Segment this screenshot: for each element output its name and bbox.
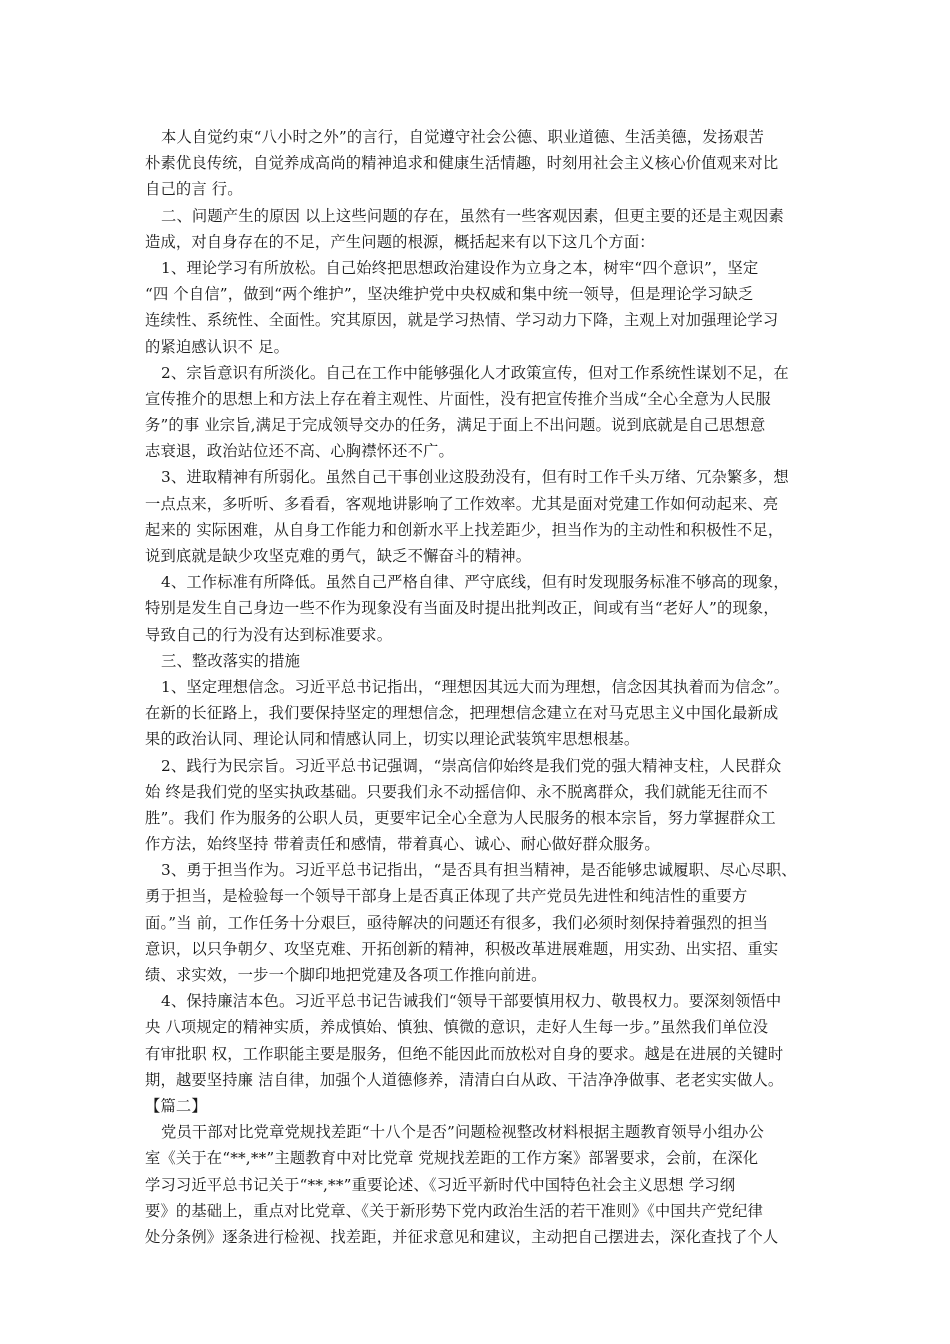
text-line: 三、整改落实的措施 xyxy=(161,651,301,670)
text-line: 党员干部对比党章党规找差距“十八个是否”问题检视整改材料根据主题教育领导小组办公 xyxy=(161,1123,764,1142)
text-line: 1、理论学习有所放松。自己始终把思想政治建设作为立身之本，树牢“四个意识”，坚定 xyxy=(161,258,759,277)
text-line: 央 八项规定的精神实质，养成慎始、慎独、慎微的意识，走好人生每一步。”虽然我们单位没 xyxy=(145,1018,769,1037)
text-line: 在新的长征路上，我们要保持坚定的理想信念，把理想信念建立在对马克思主义中国化最新成 xyxy=(145,704,779,723)
text-line: 始 终是我们党的坚实执政基础。只要我们永不动摇信仰、永不脱离群众，我们就能无往而不 xyxy=(145,782,768,801)
text-line: 说到底就是缺少攻坚克难的勇气，缺乏不懈奋斗的精神。 xyxy=(145,547,532,565)
text-line: 意识，以只争朝夕、攻坚克难、开拓创新的精神，积极改革进展难题，用实劲、出实招、重实 xyxy=(145,939,779,958)
text-line: 绩、求实效，一步一个脚印地把党建及各项工作推向前进。 xyxy=(145,966,547,984)
document-body xyxy=(145,124,820,1250)
text-line: 4、保持廉洁本色。习近平总书记告诫我们“领导干部要慎用权力、敬畏权力。要深刻领悟中 xyxy=(161,992,782,1011)
text-line: 本人自觉约束“八小时之外”的言行，自觉遵守社会公德、职业道德、生活美德，发扬艰苦 xyxy=(161,128,764,146)
text-line: 3、勇于担当作为。习近平总书记指出，“是否具有担当精神，是否能够忠诚履职、尽心尽职、 xyxy=(161,861,797,880)
text-line: 2、宗旨意识有所淡化。自己在工作中能够强化人才政策宣传，但对工作系统性谋划不足，在 xyxy=(161,363,789,382)
text-line: 室《关于在“**,**”主题教育中对比党章 党规找差距的工作方案》部署要求，会前，在深化 xyxy=(145,1149,759,1168)
text-line: 果的政治认同、理论认同和情感认同上，切实以理论武装筑牢思想根基。 xyxy=(145,730,640,749)
text-line: 学习习近平总书记关于“**,**”重要论述、《习近平新时代中国特色社会主义思想 学习纲 xyxy=(145,1175,736,1194)
text-line: 连续性、系统性、全面性。究其原因，就是学习热情、学习动力下降，主观上对加强理论学习 xyxy=(145,311,779,330)
text-line: 造成，对自身存在的不足，产生问题的根源，概括起来有以下这几个方面： xyxy=(145,232,655,251)
text-line: 务”的事 业宗旨,满足于完成领导交办的任务，满足于面上不出问题。说到底就是自己思想意 xyxy=(145,416,766,435)
text-line: 特别是发生自己身边一些不作为现象没有当面及时提出批判改正，间或有当“老好人”的现象， xyxy=(145,599,779,618)
text-line: 宣传推介的思想上和方法上存在着主观性、片面性，没有把宣传推介当成“全心全意为人民服 xyxy=(145,389,771,408)
text-line: 面。”当 前，工作任务十分艰巨，亟待解决的问题还有很多，我们必须时刻保持着强烈的担当 xyxy=(145,913,769,932)
text-line: 一点点来，多听听、多看看，客观地讲影响了工作效率。尤其是面对党建工作如何动起来、亮 xyxy=(145,494,779,513)
text-line: 2、践行为民宗旨。习近平总书记强调，“崇高信仰始终是我们党的强大精神支柱，人民群众 xyxy=(161,756,782,775)
text-line: 勇于担当，是检验每一个领导干部身上是否真正体现了共产党员先进性和纯洁性的重要方 xyxy=(145,887,748,906)
text-line: 有审批职 权，工作职能主要是服务，但绝不能因此而放松对自身的要求。越是在进展的关键时 xyxy=(145,1044,784,1063)
text-line: 胜”。我们 作为服务的公职人员，更要牢记全心全意为人民服务的根本宗旨，努力掌握群众工 xyxy=(145,808,776,827)
text-line: 处分条例》逐条进行检视、找差距，并征求意见和建议，主动把自己摆进去，深化查找了个人 xyxy=(145,1227,779,1246)
text-line: 4、工作标准有所降低。虽然自己严格自律、严守底线，但有时发现服务标准不够高的现象， xyxy=(161,573,789,592)
text-line: “四 个自信”，做到“两个维护”，坚决维护党中央权威和集中统一领导，但是理论学习缺乏 xyxy=(145,285,754,304)
text-line: 作方法，始终坚持 带着责任和感情，带着真心、诚心、耐心做好群众服务。 xyxy=(145,835,660,854)
text-line: 朴素优良传统，自觉养成高尚的精神追求和健康生活情趣，时刻用社会主义核心价值观来对比 xyxy=(145,154,779,173)
text-line: 的紧迫感认识不 足。 xyxy=(145,337,290,356)
text-line: 起来的 实际困难，从自身工作能力和创新水平上找差距少，担当作为的主动性和积极性不足， xyxy=(145,520,784,539)
text-line: 志衰退，政治站位还不高、心胸襟怀还不广。 xyxy=(145,442,454,461)
text-line: 3、进取精神有所弱化。虽然自己干事创业这股劲没有，但有时工作千头万绪、冗杂繁多，想 xyxy=(161,468,789,487)
text-line: 【篇二】 xyxy=(145,1096,207,1115)
text-line: 导致自己的行为没有达到标准要求。 xyxy=(145,625,393,644)
text-line: 要》的基础上，重点对比党章、《关于新形势下党内政治生活的若干准则》《中国共产党纪律 xyxy=(145,1201,764,1220)
text-line: 1、坚定理想信念。习近平总书记指出，“理想因其远大而为理想，信念因其执着而为信念”。 xyxy=(161,677,790,696)
text-line: 期，越要坚持廉 洁自律，加强个人道德修养，清清白白从政、干洁净净做事、老老实实做人。 xyxy=(145,1070,784,1089)
text-line: 自己的言 行。 xyxy=(145,180,243,199)
text-line: 二、问题产生的原因 以上这些问题的存在，虽然有一些客观因素，但更主要的还是主观因素 xyxy=(161,206,784,225)
